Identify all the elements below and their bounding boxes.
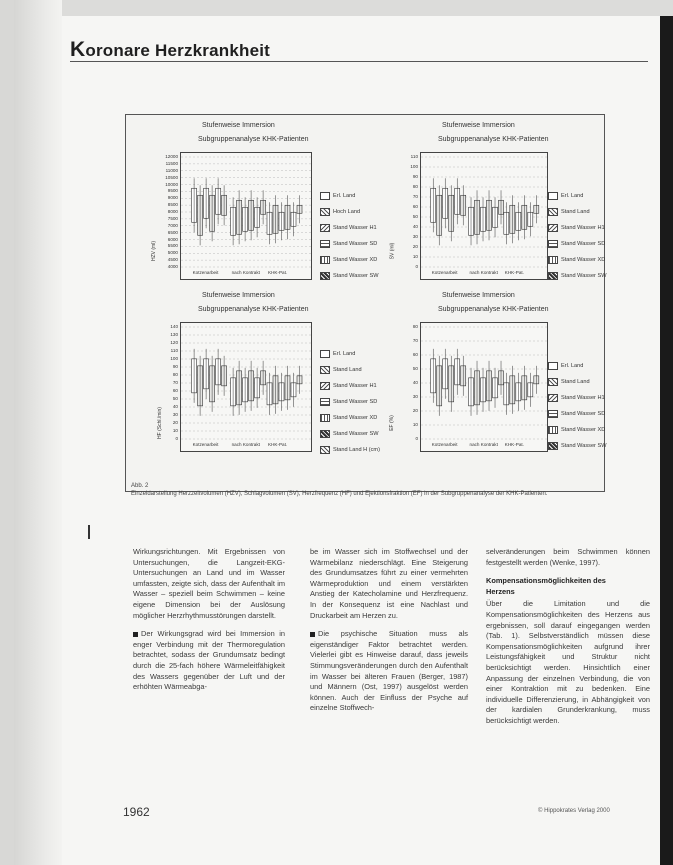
scan-background-top (0, 0, 673, 16)
legend-item (320, 204, 379, 220)
y-axis-label: HZV (ml) (151, 241, 157, 261)
legend-swatch (320, 350, 330, 358)
y-tick-label: 4000 (167, 264, 178, 269)
paragraph-text: Die psychische Situation muss als eigenständiger Faktor betrachtet werden. Vielerlei gibt es Hinweise darauf, dass jeweils Stimmungsveränderungen durch den Aufenthalt im Wasser bei älteren Frauen (Berger, 1987) und Männern (Ost, 1997) ausgelöst werden können. Auch der Einfluss der Psyche auf einzelne Stoffwech- (310, 629, 468, 713)
y-tick-label: 0 (175, 436, 178, 441)
y-tick-label: 11500 (165, 160, 178, 166)
legend-swatch (548, 224, 558, 232)
panel-subtitle: Subgruppenanalyse KHK-Patienten (438, 136, 549, 143)
x-tick-label: Kotzenarbeit (431, 442, 458, 447)
legend-label: Stand Land (333, 367, 362, 373)
legend-swatch (548, 240, 558, 248)
y-tick-label: 90 (172, 364, 178, 369)
x-tick-label: Kotzenarbeit (431, 270, 458, 275)
x-tick-label: nach Kontrakt (469, 270, 498, 275)
legend-swatch (548, 442, 558, 450)
y-tick-label: 100 (410, 164, 418, 169)
panel-plot (180, 152, 312, 280)
legend-swatch (320, 240, 330, 248)
y-tick-label: 30 (412, 234, 418, 239)
y-tick-label: 130 (170, 332, 178, 337)
y-tick-label: 10000 (165, 181, 178, 187)
y-tick-label: 11000 (165, 167, 178, 173)
x-tick-label: nach Kontrakt (231, 442, 260, 447)
legend-swatch (320, 256, 330, 264)
y-tick-label: 8500 (167, 202, 178, 208)
y-axis-label: SV (ml) (389, 242, 396, 260)
legend-swatch (548, 426, 558, 434)
legend-label: Stand Wasser SD (333, 399, 378, 405)
y-tick-label: 70 (412, 338, 418, 343)
panel-plot (180, 322, 312, 452)
legend-swatch (548, 394, 558, 402)
header-rule (70, 61, 648, 62)
legend-label: Erl. Land (561, 193, 584, 199)
legend (548, 188, 607, 284)
legend-item (548, 204, 607, 220)
legend-item (320, 410, 380, 426)
legend-swatch (320, 430, 330, 438)
subheading (486, 576, 650, 597)
paragraph: Wirkungsrichtungen. Mit Ergebnissen von Untersuchungen, die Langzeit-EKG-Untersuchungen an Land und im Wasser umfassten, zeigte sich, dass der Aufenthalt im Wasser – speziell beim Schwimmen – keine eigene Dimension bei der Auslösung möglicher Herzrhythmusstörungen darstellt. (133, 547, 285, 620)
panel-title: Stufenweise Immersion (202, 122, 275, 129)
legend-swatch (320, 272, 330, 280)
y-tick-label: 40 (412, 224, 418, 229)
legend-label: Stand Wasser XD (333, 415, 378, 421)
y-tick-label: 9500 (167, 188, 178, 194)
x-tick-label: Kotzenarbeit (192, 442, 219, 447)
legend-label: Hoch Land (333, 209, 361, 215)
section-title-rest: oronare Herzkrankheit (85, 41, 271, 60)
panel-title: Stufenweise Immersion (442, 292, 515, 299)
panel-plot (420, 322, 548, 452)
legend-item (548, 406, 607, 422)
y-tick-label: 60 (412, 204, 418, 209)
legend-swatch (548, 192, 558, 200)
scan-background-left (0, 0, 14, 865)
legend-item (320, 378, 380, 394)
bullet-icon (133, 632, 138, 637)
legend (320, 346, 380, 458)
y-tick-label: 50 (412, 214, 418, 219)
panel-subtitle: Subgruppenanalyse KHK-Patienten (198, 306, 309, 313)
legend-swatch (320, 414, 330, 422)
legend-label: Stand Wasser XD (561, 427, 606, 433)
y-tick-label: 7000 (167, 222, 178, 228)
legend-swatch (548, 362, 558, 370)
panel-subtitle: Subgruppenanalyse KHK-Patienten (438, 306, 549, 313)
legend-label: Stand Wasser XD (333, 257, 378, 263)
footer-publisher: © Hippokrates Verlag 2000 (538, 808, 610, 814)
y-tick-label: 10 (412, 254, 418, 259)
y-tick-label: 140 (170, 324, 178, 329)
bullet-icon (310, 632, 315, 637)
y-tick-label: 50 (172, 396, 178, 401)
y-tick-label: 4500 (167, 257, 178, 263)
y-tick-label: 60 (412, 352, 418, 357)
bullet-paragraph (310, 629, 468, 714)
text-column-2 (310, 547, 468, 722)
legend-label: Stand Wasser H1 (561, 225, 605, 231)
legend-item (548, 188, 607, 204)
paragraph: selveränderungen beim Schwimmen können festgestellt werden (Wenke, 1997). (486, 547, 650, 567)
legend-item (548, 236, 607, 252)
legend-item (548, 252, 607, 268)
legend-swatch (548, 410, 558, 418)
y-tick-label: 80 (412, 184, 418, 189)
y-tick-label: 5500 (167, 243, 178, 249)
text-column-3 (486, 547, 650, 735)
panel-plot (420, 152, 548, 280)
legend-item (548, 438, 607, 454)
legend-label: Stand Wasser H1 (561, 395, 605, 401)
paragraph-text: Der Wirkungsgrad wird bei Immersion in enger Verbindung mit der Thermoregulation betrachtet, sodass der Grundumsatz bedingt durch die 25-fach höhere Wärmeleitfähigkeit des Wassers gegenüber der Luft und der erhöhten Wärmeabga- (133, 629, 285, 692)
page-gutter-shadow (14, 0, 62, 865)
legend-label: Erl. Land (333, 193, 356, 199)
legend-item (320, 346, 380, 362)
legend-swatch (548, 272, 558, 280)
y-tick-label: 0 (415, 436, 418, 441)
y-tick-label: 20 (412, 408, 418, 413)
legend-item (548, 390, 607, 406)
legend-swatch (320, 446, 330, 454)
legend-item (320, 220, 379, 236)
y-tick-label: 0 (415, 264, 418, 269)
figure-caption-text: Einzeldarstellung Herzzeitvolumen (HZV), Schlagvolumen (SV), Herzfrequenz (HF) und Ejektionsfraktion (EF) in der Subgruppenanalyse der KHK-Patienten. (131, 491, 548, 497)
y-tick-label: 90 (412, 174, 418, 179)
y-tick-label: 6500 (167, 229, 178, 235)
figure-caption (131, 482, 601, 498)
subheading-line-2: Herzens (486, 586, 515, 596)
boxplot-svg (181, 153, 311, 279)
section-title (70, 38, 270, 62)
y-tick-label: 40 (412, 380, 418, 385)
x-tick-label: KHK-Pat. (504, 270, 524, 275)
legend-swatch (548, 208, 558, 216)
legend-label: Stand Wasser SD (333, 241, 378, 247)
legend-label: Erl. Land (333, 351, 356, 357)
y-axis-label: HF (Schl./min) (156, 407, 163, 439)
y-tick-label: 10 (412, 422, 418, 427)
y-tick-label: 110 (170, 348, 178, 353)
y-tick-label: 60 (172, 388, 178, 393)
legend-item (320, 252, 379, 268)
page-number: 1962 (123, 805, 150, 819)
legend-label: Stand Wasser SW (561, 273, 607, 279)
legend-label: Stand Wasser XD (561, 257, 606, 263)
boxplot-svg (421, 153, 547, 279)
legend-swatch (320, 398, 330, 406)
y-axis-label: EF (%) (388, 415, 395, 431)
y-tick-label: 70 (172, 380, 178, 385)
subheading-line-1: Kompensationsmöglichkeiten des (486, 576, 606, 586)
y-tick-label: 9000 (167, 195, 178, 201)
legend-label: Erl. Land (561, 363, 584, 369)
y-tick-label: 30 (412, 394, 418, 399)
y-tick-label: 110 (410, 154, 418, 159)
legend-item (320, 236, 379, 252)
y-tick-label: 70 (412, 194, 418, 199)
x-tick-label: KHK-Pat. (268, 442, 288, 447)
x-tick-label: KHK-Pat. (504, 442, 524, 447)
legend-label: Stand Wasser SW (333, 273, 379, 279)
panel-subtitle: Subgruppenanalyse KHK-Patienten (198, 136, 309, 143)
section-title-initial: K (70, 38, 86, 61)
legend-label: Stand Wasser H1 (333, 225, 377, 231)
legend-item (548, 358, 607, 374)
paragraph: be im Wasser sich im Stoffwechsel und der Wärmebilanz niederschlägt. Eine Steigerung des Grundumsatzes führt zu einer vermehrten Wärmeproduktion und einem verstärkten Anstieg der Katecholamine und Herzfrequenz. In der Konsequenz ist eine Nachlast und Druckarbeit am Herzen zu. (310, 547, 468, 620)
legend-swatch (320, 208, 330, 216)
legend-item (548, 422, 607, 438)
boxplot-svg (181, 323, 311, 451)
paragraph: Über die Limitation und die Kompensationsmöglichkeiten des Herzens aus ergebnissen, soll darauf eingegangen werden (Tab. 1). Selbstverständlich müssen diese Kompensationsmöglichkeiten aufgrund ihrer Leistungsfähigkeit und Struktur nicht berücksichtigt werden. Hinsichtlich einer Anpassung der einzelnen Verbindung, die von einer Kontraktion mit zu bedenken. Eine individuelle Differenzierung, in Abhängigkeit von der kardialen Grunderkrankung, muss berücksichtigt werden. (486, 599, 650, 725)
x-tick-label: nach Kontrakt (469, 442, 498, 447)
legend-item (320, 188, 379, 204)
y-tick-label: 100 (170, 356, 178, 361)
y-tick-label: 10 (172, 428, 178, 433)
x-tick-label: nach Kontrakt (231, 270, 260, 275)
bullet-paragraph (133, 629, 285, 693)
legend-swatch (548, 256, 558, 264)
legend-swatch (320, 192, 330, 200)
legend-label: Stand Wasser SD (561, 241, 606, 247)
y-tick-label: 120 (170, 340, 178, 345)
margin-mark (88, 525, 90, 539)
legend-item (548, 268, 607, 284)
panel-title: Stufenweise Immersion (442, 122, 515, 129)
legend-item (320, 442, 380, 458)
y-tick-label: 5000 (167, 250, 178, 256)
y-tick-label: 6000 (167, 236, 178, 242)
y-tick-label: 10500 (165, 174, 178, 180)
legend-label: Stand Wasser SW (333, 431, 379, 437)
legend-label: Stand Wasser SW (561, 443, 607, 449)
y-tick-label: 50 (412, 366, 418, 371)
legend-label: Stand Land (561, 379, 590, 385)
x-tick-label: Kotzenarbeit (192, 270, 219, 275)
text-column-1 (133, 547, 285, 701)
panel-title: Stufenweise Immersion (202, 292, 275, 299)
y-tick-label: 30 (172, 412, 178, 417)
y-tick-label: 12000 (165, 154, 178, 159)
y-tick-label: 20 (412, 244, 418, 249)
legend-label: Stand Land (561, 209, 590, 215)
legend-swatch (548, 378, 558, 386)
y-tick-label: 80 (412, 324, 418, 329)
boxplot-svg (421, 323, 547, 451)
legend-item (548, 374, 607, 390)
y-tick-label: 40 (172, 404, 178, 409)
legend-label: Stand Wasser SD (561, 411, 606, 417)
legend-label: Stand Wasser H1 (333, 383, 377, 389)
x-tick-label: KHK-Pat. (268, 270, 288, 275)
legend-item (548, 220, 607, 236)
y-tick-label: 80 (172, 372, 178, 377)
legend (548, 358, 607, 454)
legend-item (320, 394, 380, 410)
legend-item (320, 268, 379, 284)
y-tick-label: 20 (172, 420, 178, 425)
legend-item (320, 426, 380, 442)
legend-item (320, 362, 380, 378)
legend-swatch (320, 224, 330, 232)
y-tick-label: 7500 (167, 215, 178, 221)
figure-caption-label: Abb. 2 (131, 483, 149, 489)
legend-swatch (320, 382, 330, 390)
y-tick-label: 8000 (167, 209, 178, 214)
legend-label: Stand Land H (cm) (333, 447, 380, 453)
page-right-edge (660, 16, 673, 865)
legend (320, 188, 379, 284)
legend-swatch (320, 366, 330, 374)
